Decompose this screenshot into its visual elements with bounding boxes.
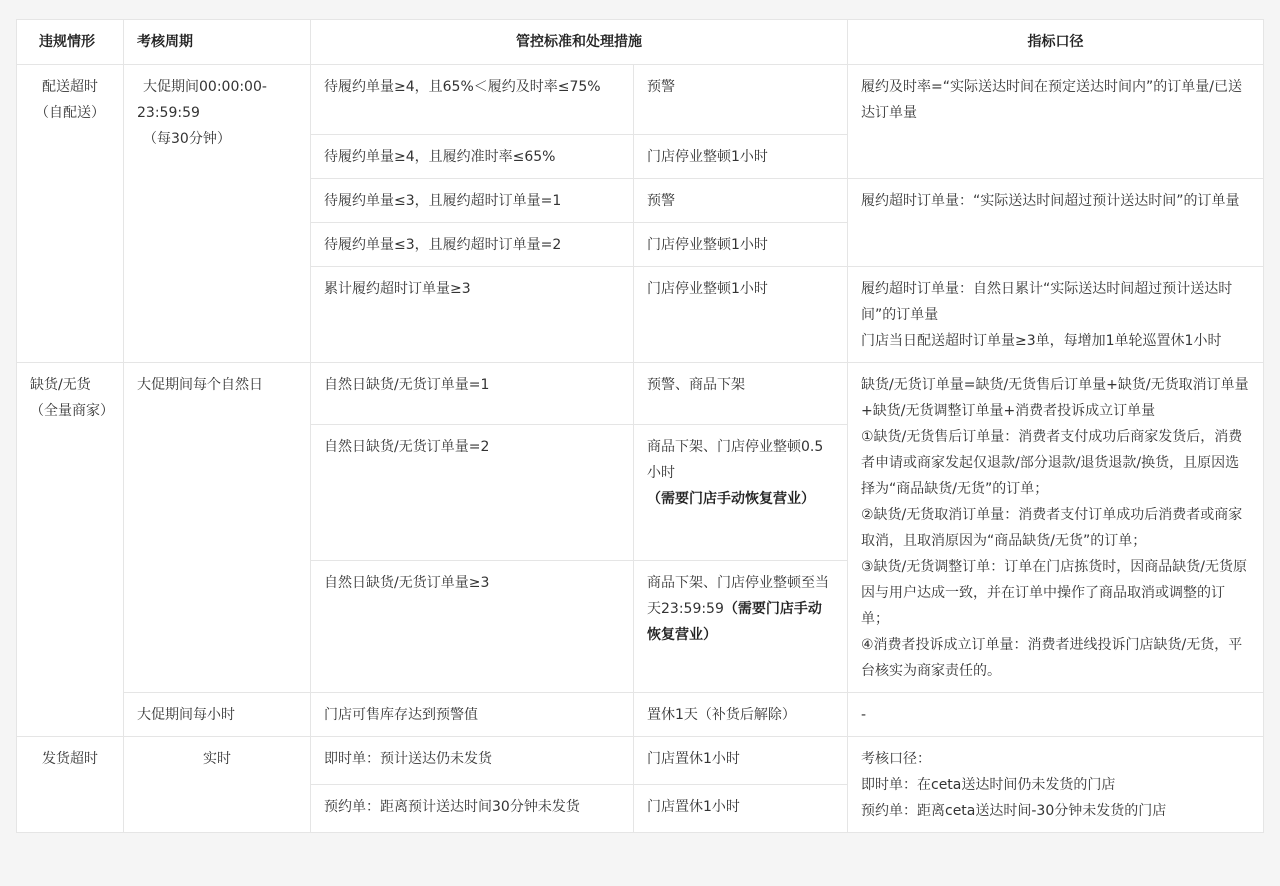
- action-cell: 门店停业整顿1小时: [634, 267, 848, 363]
- metric-cell: [848, 737, 1264, 833]
- action-cell: 预警: [634, 179, 848, 223]
- table-row: [17, 737, 1264, 785]
- period-cell: 实时: [124, 737, 311, 833]
- metric-cell: 履约及时率=“实际送达时间在预定送达时间内”的订单量/已送达订单量: [848, 65, 1264, 179]
- period-cell: 大促期间每小时: [124, 693, 311, 737]
- metric-line: ①缺货/无货售后订单量：消费者支付成功后商家发货后，消费者申请或商家发起仅退款/部分退款/退货退款/换货，且原因选择为“商品缺货/无货”的订单；: [861, 429, 1243, 497]
- metric-cell: [848, 267, 1264, 363]
- header-violation: 违规情形: [17, 20, 124, 65]
- period-cell: 大促期间每个自然日: [124, 363, 311, 693]
- header-row: [17, 20, 1264, 65]
- metric-line: 即时单：在ceta送达时间仍未发货的门店: [861, 777, 1116, 793]
- metric-line: ②缺货/无货取消订单量：消费者支付订单成功后消费者或商家取消，且取消原因为“商品缺货/无货”的订单；: [861, 507, 1243, 549]
- action-cell: 门店停业整顿1小时: [634, 223, 848, 267]
- action-cell: 门店置休1小时: [634, 785, 848, 833]
- condition-cell: 待履约单量≤3，且履约超时订单量=1: [311, 179, 634, 223]
- violation-type: 配送超时: [42, 79, 98, 95]
- condition-cell: 待履约单量≥4，且65%＜履约及时率≤75%: [311, 65, 634, 135]
- period-line: （每30分钟）: [143, 131, 231, 147]
- action-cell: [634, 561, 848, 693]
- action-cell: 置休1天（补货后解除）: [634, 693, 848, 737]
- violation-cell: [17, 65, 124, 363]
- period-line: 大促期间00:00:00-: [143, 79, 267, 95]
- action-cell: [634, 425, 848, 561]
- rules-table-container: [16, 19, 1263, 833]
- metric-line: 预约单：距离ceta送达时间-30分钟未发货的门店: [861, 803, 1167, 819]
- condition-cell: 待履约单量≤3，且履约超时订单量=2: [311, 223, 634, 267]
- header-standard: 管控标准和处理措施: [311, 20, 848, 65]
- condition-cell: 待履约单量≥4，且履约准时率≤65%: [311, 135, 634, 179]
- header-period: 考核周期: [124, 20, 311, 65]
- condition-cell: 预约单：距离预计送达时间30分钟未发货: [311, 785, 634, 833]
- metric-line: ④消费者投诉成立订单量：消费者进线投诉门店缺货/无货，平台核实为商家责任的。: [861, 637, 1243, 679]
- rules-table: [16, 19, 1264, 833]
- action-note-bold: （需要门店手动恢复营业）: [647, 491, 815, 507]
- table-row: [17, 693, 1264, 737]
- table-row: [17, 363, 1264, 425]
- metric-cell: 履约超时订单量：“实际送达时间超过预计送达时间”的订单量: [848, 179, 1264, 267]
- action-cell: 预警、商品下架: [634, 363, 848, 425]
- violation-subtype: （自配送）: [35, 105, 105, 121]
- period-cell: [124, 65, 311, 363]
- action-text: 商品下架、门店停业整顿至当天23:59:59: [647, 575, 829, 617]
- period-line: 23:59:59: [137, 105, 200, 121]
- condition-cell: 自然日缺货/无货订单量≥3: [311, 561, 634, 693]
- action-cell: 预警: [634, 65, 848, 135]
- violation-cell: 发货超时: [17, 737, 124, 833]
- condition-cell: 自然日缺货/无货订单量=1: [311, 363, 634, 425]
- action-cell: 门店停业整顿1小时: [634, 135, 848, 179]
- condition-cell: 即时单：预计送达仍未发货: [311, 737, 634, 785]
- violation-subtype: （全量商家）: [30, 403, 114, 419]
- violation-type: 缺货/无货: [30, 377, 91, 393]
- metric-line: 缺货/无货订单量=缺货/无货售后订单量+缺货/无货取消订单量+缺货/无货调整订单量+消费者投诉成立订单量: [861, 377, 1249, 419]
- condition-cell: 自然日缺货/无货订单量=2: [311, 425, 634, 561]
- metric-line: ③缺货/无货调整订单：订单在门店拣货时，因商品缺货/无货原因与用户达成一致，并在订单中操作了商品取消或调整的订单；: [861, 559, 1247, 627]
- action-cell: 门店置休1小时: [634, 737, 848, 785]
- metric-cell: -: [848, 693, 1264, 737]
- action-text: 商品下架、门店停业整顿0.5小时: [647, 439, 824, 481]
- violation-cell: [17, 363, 124, 737]
- metric-cell: [848, 363, 1264, 693]
- metric-line: 履约超时订单量：自然日累计“实际送达时间超过预计送达时间”的订单量: [861, 281, 1233, 323]
- metric-line: 考核口径：: [861, 751, 931, 767]
- condition-cell: 累计履约超时订单量≥3: [311, 267, 634, 363]
- metric-line: 门店当日配送超时订单量≥3单，每增加1单轮巡置休1小时: [861, 333, 1222, 349]
- table-row: [17, 65, 1264, 135]
- condition-cell: 门店可售库存达到预警值: [311, 693, 634, 737]
- action-note-bold: （需要门店手动恢复营业）: [647, 601, 822, 643]
- header-metric: 指标口径: [848, 20, 1264, 65]
